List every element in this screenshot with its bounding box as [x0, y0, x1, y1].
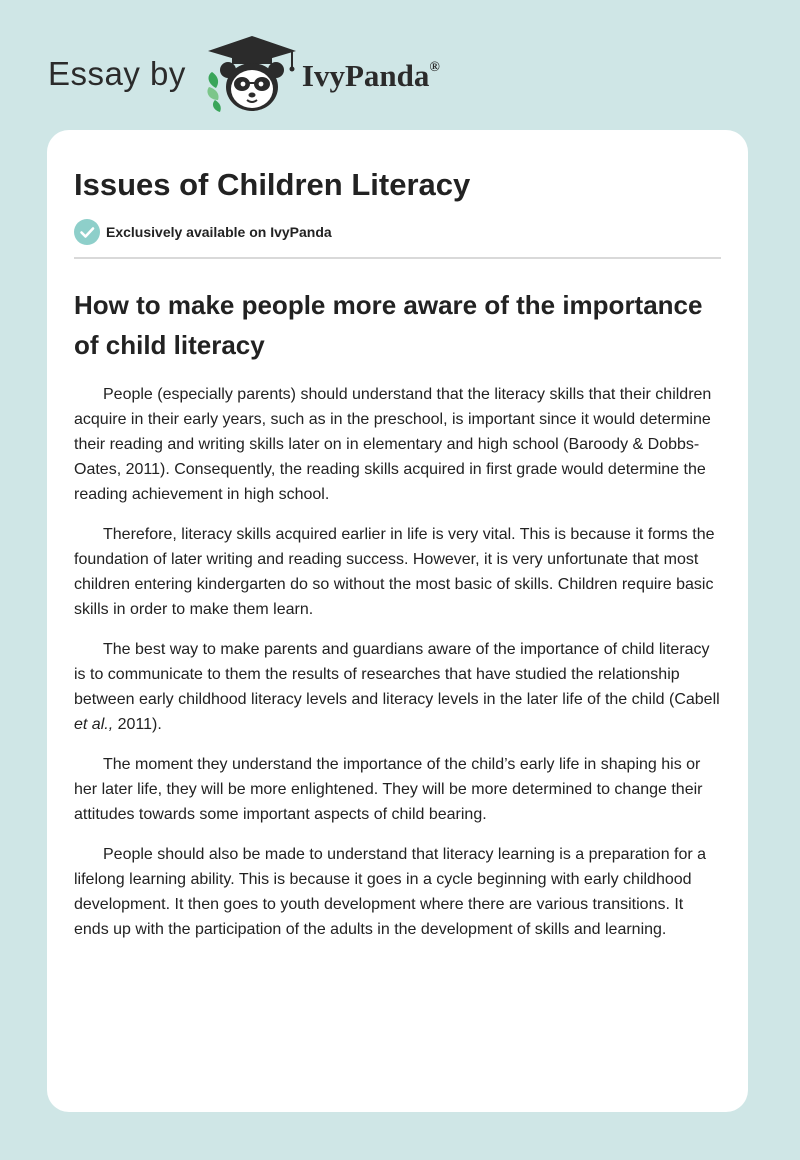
paragraph [74, 637, 721, 737]
paragraph: People should also be made to understand that literacy learning is a preparation for a lifelong learning ability. This is because it goes in a cycle beginning with early childhood development. It then goes to youth development where there are various transitions. It ends up with the participation of the adults in the development of skills and learning. [74, 846, 707, 938]
check-circle-icon [74, 219, 100, 245]
article-card [47, 130, 748, 1112]
article-body [74, 382, 721, 942]
brand-name-text: IvyPanda [301, 58, 430, 93]
exclusive-badge-text: Exclusively available on IvyPanda [106, 224, 332, 240]
brand-name [302, 58, 440, 94]
exclusive-badge [74, 219, 721, 245]
paragraph-text: The best way to make parents and guardians aware of the importance of child literacy is to communicate to them the results of researches that have studied the relationship between early childhood literacy levels and literacy levels in the later life of the child (Cabell [74, 641, 720, 708]
page-title: Issues of Children Literacy [74, 167, 471, 202]
brand-prefix: Essay by [48, 55, 186, 92]
paragraph: The moment they understand the importance of the child’s early life in shaping his or her later life, they will be more enlightened. They will be more determined to change their attitudes towards some important aspects of child bearing. [74, 756, 703, 823]
divider [74, 257, 721, 259]
brand-header [48, 34, 440, 114]
paragraph: Therefore, literacy skills acquired earlier in life is very vital. This is because it forms the foundation of later writing and reading success. However, it is very unfortunate that most children entering kindergarten do so without the most basic of skills. Children require basic skills in order to make them learn. [74, 526, 715, 618]
panda-graduate-icon [204, 34, 300, 114]
paragraph: People (especially parents) should understand that the literacy skills that their children acquire in their early years, such as in the preschool, is important since it would determine their reading and writing skills later on in elementary and high school (Baroody & Dobbs-Oates, 2011). Consequently, the reading skills acquired in first grade would determine the reading achievement in high school. [74, 386, 712, 503]
paragraph-text: 2011). [113, 716, 162, 733]
citation-italic: et al., [74, 716, 114, 733]
registered-mark: ® [429, 60, 440, 75]
section-heading: How to make people more aware of the importance of child literacy [74, 290, 703, 360]
